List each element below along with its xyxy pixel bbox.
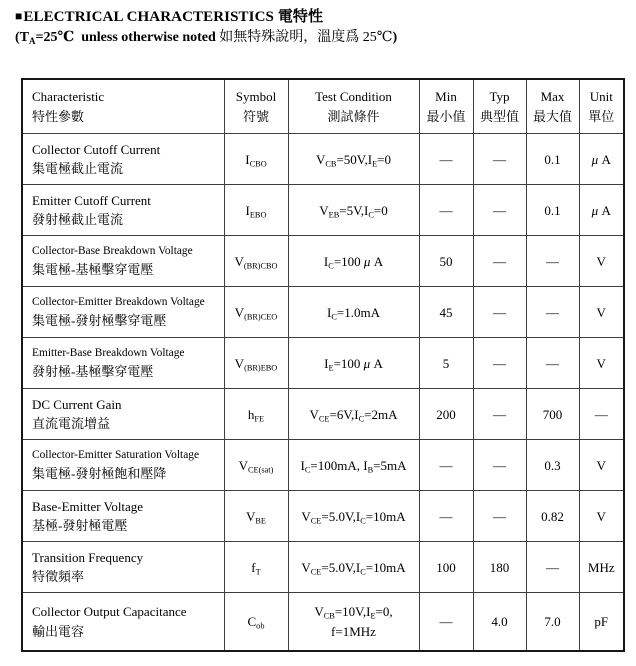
header-test-condition-zh: 測試條件 [327,108,380,124]
header-test-condition-en: Test Condition [315,89,392,105]
max-value-cell: 0.3 [526,440,579,491]
test-condition-cell: $V_{CB}=50V,I_E=0$ [288,134,419,185]
characteristic-name-zh: 輸出電容 [32,623,85,639]
unit-cell: V [579,236,624,287]
max-value-cell: — [526,287,579,338]
max-value-cell: 0.1 [526,185,579,236]
header-unit-en: Unit [589,89,613,105]
test-condition-cell: $V_{CE}=6V,I_C=2mA$ [288,389,419,440]
min-value-cell: 200 [419,389,473,440]
symbol-cell: $V_{(BR)EBO}$ [224,338,288,389]
typ-value-cell: 4.0 [473,593,526,651]
characteristic-name-en: Transition Frequency [32,549,144,565]
min-value-cell: — [419,593,473,651]
symbol-cell: $f_T$ [224,542,288,593]
header-max-en: Max [540,89,565,105]
typ-value-cell: — [473,440,526,491]
max-value-cell: 7.0 [526,593,579,651]
typ-value-cell: — [473,287,526,338]
typ-value-cell: — [473,134,526,185]
characteristic-name-en: Collector-Emitter Breakdown Voltage [32,296,205,309]
typ-value-cell: — [473,236,526,287]
table-row [22,236,624,287]
test-condition-cell: $I_E=100$ μ A [288,338,419,389]
typ-value-cell: — [473,185,526,236]
unit-cell: MHz [579,542,624,593]
symbol-cell: $C_{ob}$ [224,593,288,651]
characteristic-name-zh: 直流電流增益 [32,416,111,432]
unit-cell: — [579,389,624,440]
table-header [22,79,624,134]
characteristic-cell [22,491,224,542]
test-conditions-note: ($T_A=25℃$ unless otherwise noted 如無特殊說明，溫度爲 25℃) [15,30,398,47]
symbol-cell: $I_{CBO}$ [224,134,288,185]
max-value-cell: — [526,542,579,593]
characteristic-name-en: Emitter Cutoff Current [32,192,151,208]
test-condition-cell: $V_{CE}=5.0V,I_C=10mA$ [288,542,419,593]
typ-value-cell: — [473,491,526,542]
characteristic-name-zh: 發射極-基極擊穿電壓 [32,364,154,380]
table-row [22,185,624,236]
unit-cell: μ A [579,185,624,236]
typ-value-cell: 180 [473,542,526,593]
unit-cell: V [579,338,624,389]
square-bullet-icon: ■ [15,9,23,23]
unit-cell: V [579,491,624,542]
max-value-cell: — [526,338,579,389]
min-value-cell: 100 [419,542,473,593]
table-row [22,491,624,542]
header-typ [473,79,526,134]
table-row [22,593,624,651]
characteristic-cell [22,542,224,593]
max-value-cell: — [526,236,579,287]
table-row [22,440,624,491]
max-value-cell: 0.1 [526,134,579,185]
header-max [526,79,579,134]
header-unit [579,79,624,134]
min-value-cell: — [419,491,473,542]
min-value-cell: — [419,134,473,185]
table-row [22,338,624,389]
table-row [22,542,624,593]
header-symbol-en: Symbol [235,89,277,105]
test-condition-cell: $I_C=100mA$, $I_B=5mA$ [288,440,419,491]
test-condition-cell: $V_{CB}=10V,I_E=0$, f=1MHz [288,593,419,651]
min-value-cell: 45 [419,287,473,338]
characteristic-name-en: Emitter-Base Breakdown Voltage [32,347,185,360]
min-value-cell: 50 [419,236,473,287]
symbol-cell: $V_{(BR)CEO}$ [224,287,288,338]
characteristic-cell [22,134,224,185]
header-characteristic-zh: 特性參數 [32,108,85,124]
characteristic-name-zh: 特徵頻率 [32,569,85,585]
characteristic-name-zh: 集電極-發射極擊穿電壓 [32,313,167,329]
characteristic-name-en: Collector Cutoff Current [32,141,161,157]
header-max-zh: 最大值 [532,108,572,124]
characteristic-name-en: Collector Output Capacitance [32,604,187,620]
max-value-cell: 700 [526,389,579,440]
section-title-zh: 電特性 [277,9,324,25]
characteristic-name-zh: 基極-發射極電壓 [32,518,128,534]
symbol-cell: $V_{BE}$ [224,491,288,542]
characteristic-cell [22,440,224,491]
header-test-condition [288,79,419,134]
test-condition-cell: $V_{CE}=5.0V,I_C=10mA$ [288,491,419,542]
test-condition-cell: $I_C=1.0mA$ [288,287,419,338]
unit-cell: V [579,440,624,491]
table-row [22,389,624,440]
header-typ-en: Typ [489,89,510,105]
table-row [22,287,624,338]
characteristic-name-zh: 發射極截止電流 [32,212,124,228]
characteristic-name-zh: 集電極截止電流 [32,161,124,177]
characteristic-cell [22,389,224,440]
symbol-cell: $I_{EBO}$ [224,185,288,236]
characteristic-name-zh: 集電極-基極擊穿電壓 [32,262,154,278]
unit-cell: μ A [579,134,624,185]
header-symbol-zh: 符號 [242,108,269,124]
max-value-cell: 0.82 [526,491,579,542]
section-title [0,0,636,27]
symbol-cell: $h_{FE}$ [224,389,288,440]
header-min-en: Min [435,89,457,105]
unit-cell: V [579,287,624,338]
min-value-cell: 5 [419,338,473,389]
characteristic-cell [22,236,224,287]
header-min [419,79,473,134]
header-min-zh: 最小值 [426,108,466,124]
table-row [22,134,624,185]
table-body [22,134,624,651]
characteristic-name-zh: 集電極-發射極飽和壓降 [32,466,167,482]
min-value-cell: — [419,185,473,236]
characteristic-cell [22,287,224,338]
characteristic-name-en: Collector-Emitter Saturation Voltage [32,449,200,462]
electrical-characteristics-table [21,78,625,652]
header-typ-zh: 典型值 [479,108,519,124]
characteristic-cell [22,593,224,651]
table-header-row [22,79,624,134]
header-characteristic-en: Characteristic [32,89,105,105]
min-value-cell: — [419,440,473,491]
header-symbol [224,79,288,134]
symbol-cell: $V_{CE(sat)}$ [224,440,288,491]
characteristic-cell [22,338,224,389]
unit-cell: pF [579,593,624,651]
section-title-en: ELECTRICAL CHARACTERISTICS [23,9,274,25]
symbol-cell: $V_{(BR)CBO}$ [224,236,288,287]
test-condition-cell: $I_C=100$ μ A [288,236,419,287]
characteristic-name-en: Collector-Base Breakdown Voltage [32,245,193,258]
characteristic-name-en: DC Current Gain [32,396,122,412]
header-characteristic [22,79,224,134]
characteristic-cell [22,185,224,236]
typ-value-cell: — [473,338,526,389]
header-unit-zh: 單位 [588,108,615,124]
characteristic-name-en: Base-Emitter Voltage [32,498,144,514]
typ-value-cell: — [473,389,526,440]
test-condition-cell: $V_{EB}=5V,I_C=0$ [288,185,419,236]
